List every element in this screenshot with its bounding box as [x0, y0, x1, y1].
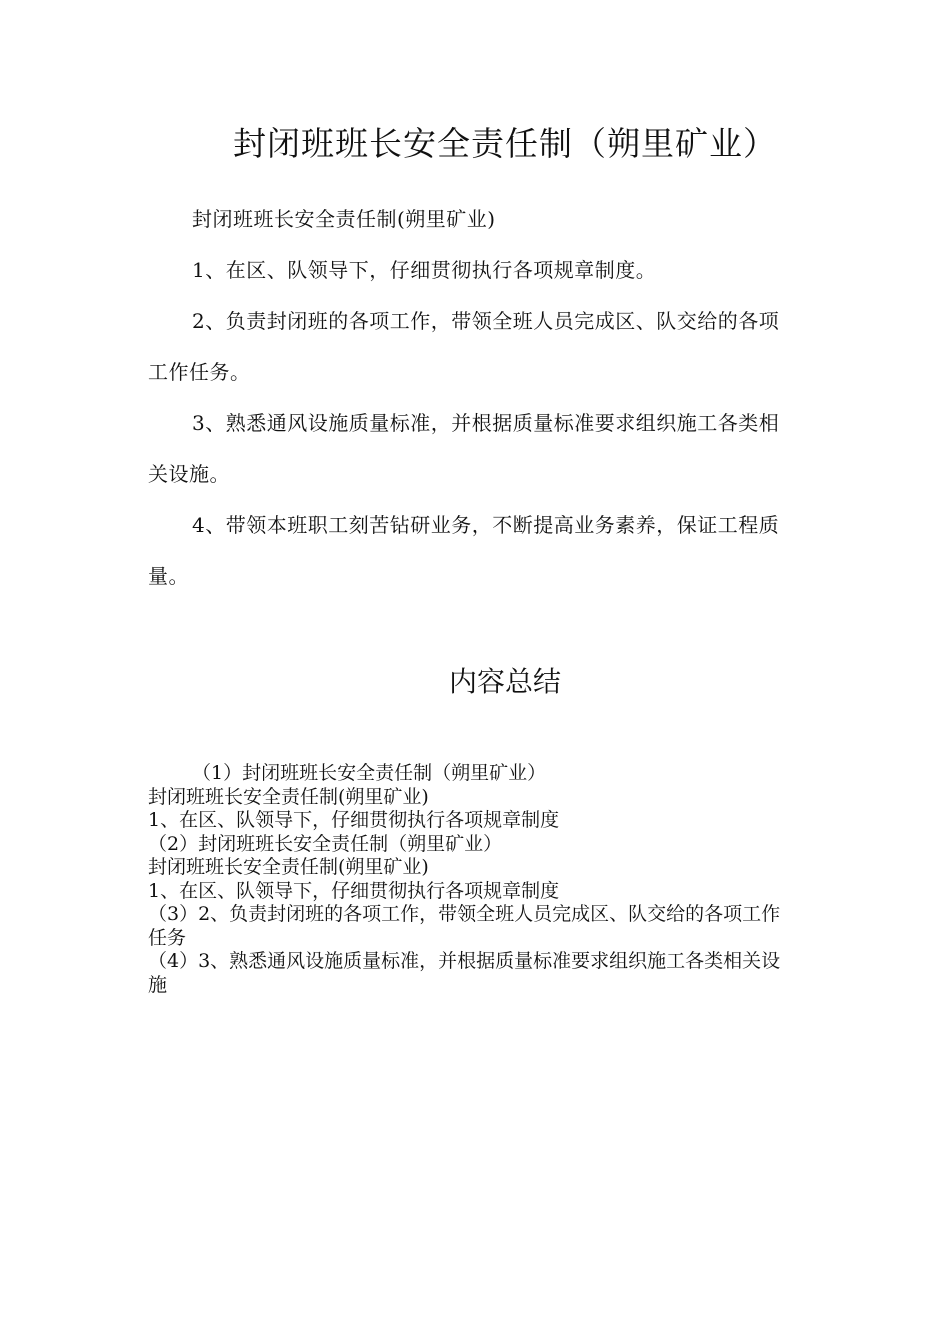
- summary-line: 封闭班班长安全责任制(朔里矿业): [148, 856, 429, 878]
- summary-line: （4）3、熟悉通风设施质量标准，并根据质量标准要求组织施工各类相关设施: [148, 950, 781, 996]
- paragraph: 封闭班班长安全责任制(朔里矿业): [192, 207, 496, 231]
- summary-line: 1、在区、队领导下，仔细贯彻执行各项规章制度: [148, 809, 560, 831]
- summary-line: 封闭班班长安全责任制(朔里矿业): [148, 785, 429, 808]
- summary-line: 1、在区、队领导下，仔细贯彻执行各项规章制度: [148, 879, 560, 902]
- summary-line: （1）封闭班班长安全责任制（朔里矿业）: [192, 762, 547, 784]
- document-title: 封闭班班长安全责任制（朔里矿业）: [233, 124, 777, 163]
- paragraph: 3、熟悉通风设施质量标准，并根据质量标准要求组织施工各类相关设施。: [148, 411, 780, 486]
- summary-list: [148, 762, 798, 997]
- paragraph: 4、带领本班职工刻苦钻研业务，不断提高业务素养，保证工程质量。: [148, 513, 780, 588]
- summary-heading: 内容总结: [448, 665, 561, 698]
- paragraph: 1、在区、队领导下，仔细贯彻执行各项规章制度。: [192, 258, 657, 282]
- document-body: [148, 194, 798, 602]
- summary-line: （3）2、负责封闭班的各项工作，带领全班人员完成区、队交给的各项工作任务: [148, 903, 781, 949]
- summary-line: （2）封闭班班长安全责任制（朔里矿业）: [148, 832, 503, 855]
- paragraph: 2、负责封闭班的各项工作，带领全班人员完成区、队交给的各项工作任务。: [148, 309, 780, 384]
